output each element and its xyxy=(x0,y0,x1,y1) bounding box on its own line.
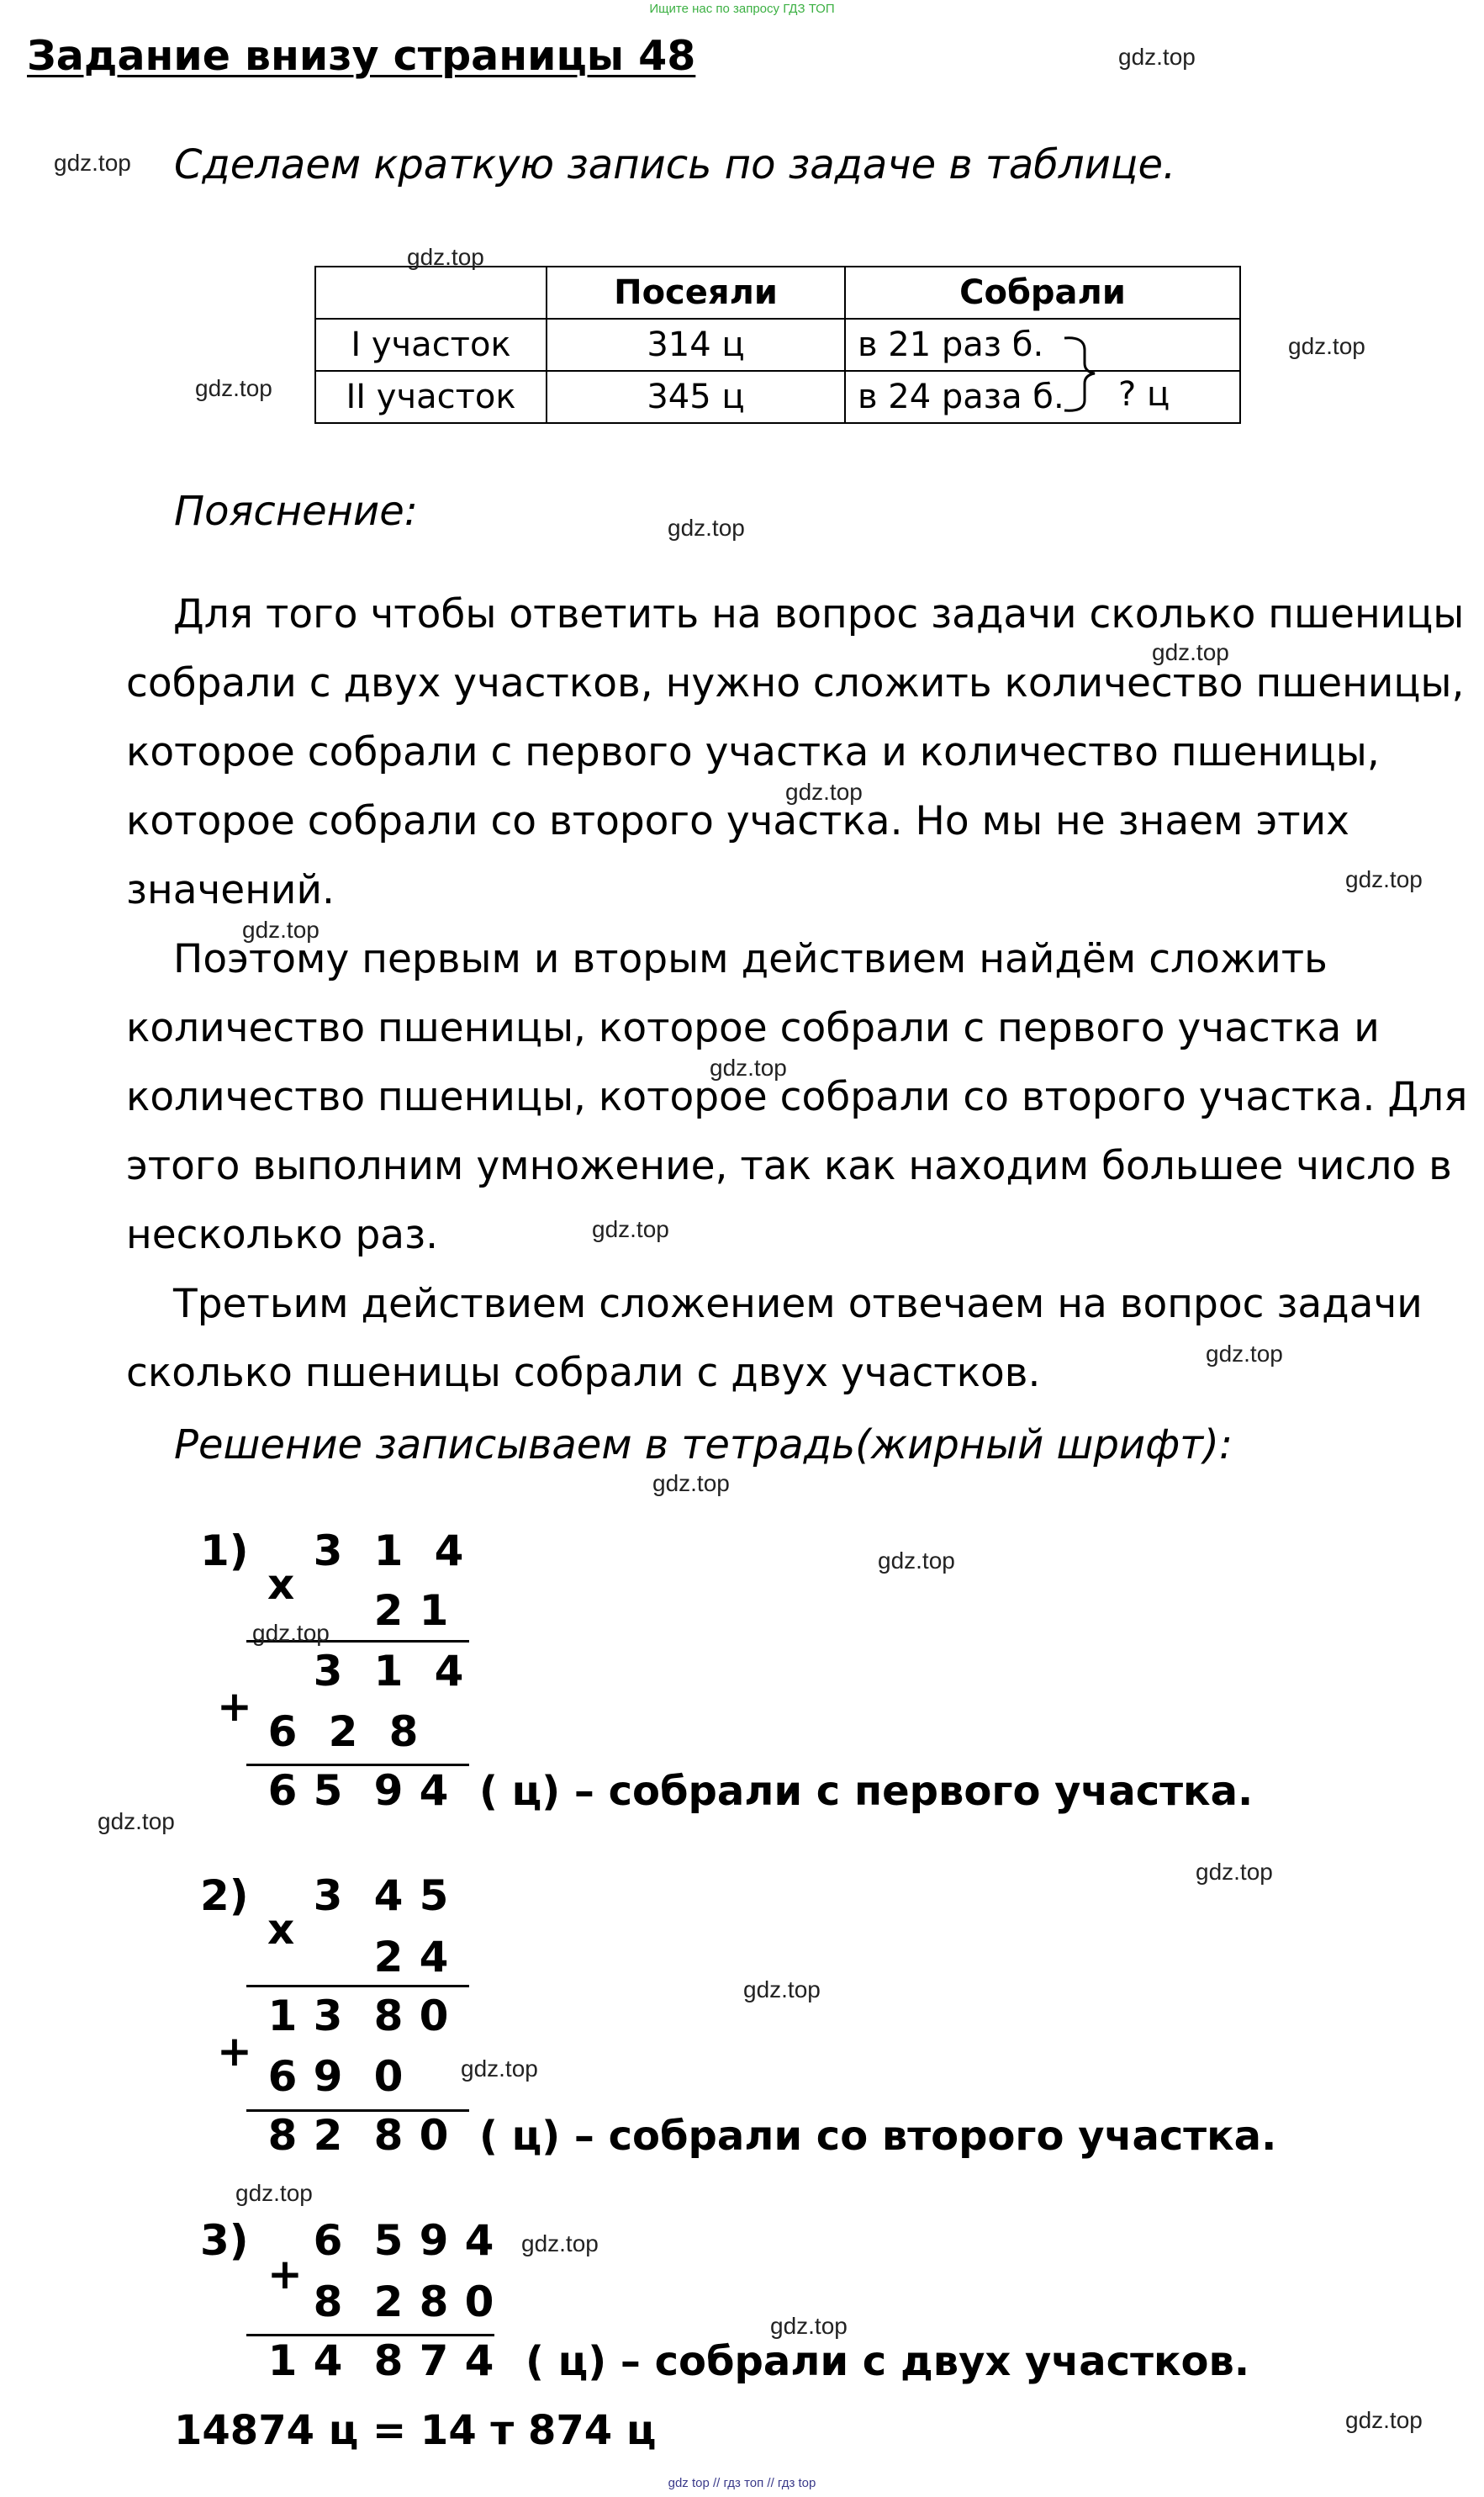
watermark: gdz.top xyxy=(242,917,320,943)
watermark: gdz.top xyxy=(770,2313,848,2339)
digit: 9 xyxy=(313,2052,343,2101)
multiply-sign: x xyxy=(267,1560,295,1609)
watermark: gdz.top xyxy=(1288,333,1365,359)
digit: 4 xyxy=(419,1766,449,1815)
table-cell-plot: I участок xyxy=(315,319,547,371)
digit: 0 xyxy=(373,2052,404,2101)
digit: 8 xyxy=(373,2336,404,2385)
digit: 8 xyxy=(419,2277,449,2326)
curly-brace-icon xyxy=(1061,333,1112,417)
digit: 4 xyxy=(434,1526,464,1575)
watermark: gdz.top xyxy=(1196,1859,1273,1885)
step-3-label: 3) xyxy=(200,2216,249,2265)
page-title: Задание внизу страницы 48 xyxy=(27,32,696,80)
digit: 1 xyxy=(267,1992,298,2040)
digit: 0 xyxy=(464,2277,494,2326)
intro-text: Сделаем краткую запись по задаче в таблице. xyxy=(174,141,1176,188)
digit: 2 xyxy=(373,2277,404,2326)
digit: 5 xyxy=(373,2216,404,2265)
paragraph-2 xyxy=(126,925,1467,1270)
digit: 6 xyxy=(267,1766,298,1815)
final-answer: 14874 ц = 14 т 874 ц xyxy=(174,2407,657,2454)
paragraph-line: собрали с двух участков, нужно сложить количество пшеницы, xyxy=(126,660,1465,706)
table-question: ? ц xyxy=(1118,375,1170,414)
digit: 8 xyxy=(373,2111,404,2160)
watermark: gdz.top xyxy=(521,2230,599,2256)
paragraph-line: Третьим действием сложением отвечаем на вопрос задачи xyxy=(173,1281,1423,1327)
paragraph-line: которое собрали с первого участка и количество пшеницы, xyxy=(126,729,1380,775)
watermark: gdz.top xyxy=(461,2055,538,2082)
solution-heading: Решение записываем в тетрадь(жирный шрифт): xyxy=(174,1421,1233,1468)
watermark: gdz.top xyxy=(592,1216,669,1242)
digit: 8 xyxy=(313,2277,343,2326)
digit: 3 xyxy=(313,1992,343,2040)
paragraph-3 xyxy=(126,1270,1423,1408)
digit: 3 xyxy=(313,1526,343,1575)
digit: 6 xyxy=(267,2052,298,2101)
digit: 8 xyxy=(267,2111,298,2160)
paragraph-line: сколько пшеницы собрали с двух участков. xyxy=(126,1350,1041,1396)
watermark: gdz.top xyxy=(1118,44,1196,70)
digit: 4 xyxy=(373,1871,404,1920)
watermark: gdz.top xyxy=(668,515,745,541)
explanation-heading: Пояснение: xyxy=(174,488,418,535)
digit: 2 xyxy=(373,1933,404,1981)
paragraph-line: Поэтому первым и вторым действием найдём сложить xyxy=(173,936,1328,982)
table-header-collected: Собрали xyxy=(845,267,1240,319)
digit: 9 xyxy=(419,2216,449,2265)
table-cell-plot: II участок xyxy=(315,371,547,423)
table-header-sown: Посеяли xyxy=(547,267,845,319)
watermark: gdz.top xyxy=(878,1547,955,1574)
watermark: gdz.top xyxy=(98,1808,175,1834)
paragraph-line: значений. xyxy=(126,867,335,913)
paragraph-line: несколько раз. xyxy=(126,1212,439,1258)
watermark: gdz.top xyxy=(1206,1341,1283,1367)
digit: 3 xyxy=(313,1871,343,1920)
plus-sign: + xyxy=(267,2250,303,2299)
table-cell-collected: в 21 раз б. xyxy=(845,319,1240,371)
digit: 2 xyxy=(328,1707,358,1756)
digit: 8 xyxy=(388,1707,419,1756)
paragraph-line: Для того чтобы ответить на вопрос задачи сколько пшеницы xyxy=(173,591,1465,637)
digit: 4 xyxy=(434,1647,464,1696)
digit: 5 xyxy=(313,1766,343,1815)
table-header-empty xyxy=(315,267,547,319)
step-1-label: 1) xyxy=(200,1526,249,1575)
digit: 2 xyxy=(373,1586,404,1635)
digit: 6 xyxy=(313,2216,343,2265)
plus-sign: + xyxy=(217,1682,252,1731)
watermark: gdz.top xyxy=(407,244,484,270)
footer-text: gdz top // гдз топ // гдз top xyxy=(668,2476,816,2490)
table-header-row xyxy=(315,267,1240,319)
watermark: gdz.top xyxy=(652,1470,730,1496)
table-cell-collected: в 24 раза б. xyxy=(845,371,1240,423)
paragraph-1 xyxy=(126,580,1464,925)
digit: 7 xyxy=(419,2336,449,2385)
digit: 0 xyxy=(419,2111,449,2160)
watermark: gdz.top xyxy=(54,150,131,176)
paragraph-line: которое собрали со второго участка. Но мы не знаем этих xyxy=(126,798,1349,844)
digit: 2 xyxy=(313,2111,343,2160)
watermark: gdz.top xyxy=(252,1620,330,1646)
paragraph-line: этого выполним умножение, так как находим большее число в xyxy=(126,1143,1452,1189)
step-2-result-text: ( ц) – собрали со второго участка. xyxy=(479,2113,1277,2160)
digit: 3 xyxy=(313,1647,343,1696)
watermark: gdz.top xyxy=(743,1976,821,2002)
digit: 1 xyxy=(373,1526,404,1575)
step-3-result-text: ( ц) – собрали с двух участков. xyxy=(525,2338,1250,2385)
digit: 5 xyxy=(419,1871,449,1920)
divider-line xyxy=(246,1985,469,1987)
step-2-label: 2) xyxy=(200,1871,249,1920)
paragraph-line: количество пшеницы, которое собрали с первого участка и xyxy=(126,1005,1380,1051)
digit: 4 xyxy=(464,2336,494,2385)
table-cell-sown: 314 ц xyxy=(547,319,845,371)
watermark: gdz.top xyxy=(195,375,272,401)
digit: 8 xyxy=(373,1992,404,2040)
watermark: gdz.top xyxy=(1345,2407,1423,2433)
table-cell-sown: 345 ц xyxy=(547,371,845,423)
watermark: gdz.top xyxy=(785,779,863,805)
digit: 6 xyxy=(267,1707,298,1756)
watermark: gdz.top xyxy=(710,1055,787,1081)
watermark: gdz.top xyxy=(235,2180,313,2206)
paragraph-line: количество пшеницы, которое собрали со второго участка. Для xyxy=(126,1074,1468,1120)
plus-sign: + xyxy=(217,2027,252,2076)
watermark: gdz.top xyxy=(1345,866,1423,892)
digit: 1 xyxy=(267,2336,298,2385)
digit: 4 xyxy=(464,2216,494,2265)
multiply-sign: x xyxy=(267,1905,295,1954)
digit: 4 xyxy=(419,1933,449,1981)
digit: 0 xyxy=(419,1992,449,2040)
watermark: gdz.top xyxy=(1152,639,1229,665)
step-1-result-text: ( ц) – собрали с первого участка. xyxy=(479,1768,1254,1815)
top-banner: Ищите нас по запросу ГДЗ ТОП xyxy=(649,2,835,16)
digit: 1 xyxy=(419,1586,449,1635)
digit: 4 xyxy=(313,2336,343,2385)
digit: 9 xyxy=(373,1766,404,1815)
digit: 1 xyxy=(373,1647,404,1696)
